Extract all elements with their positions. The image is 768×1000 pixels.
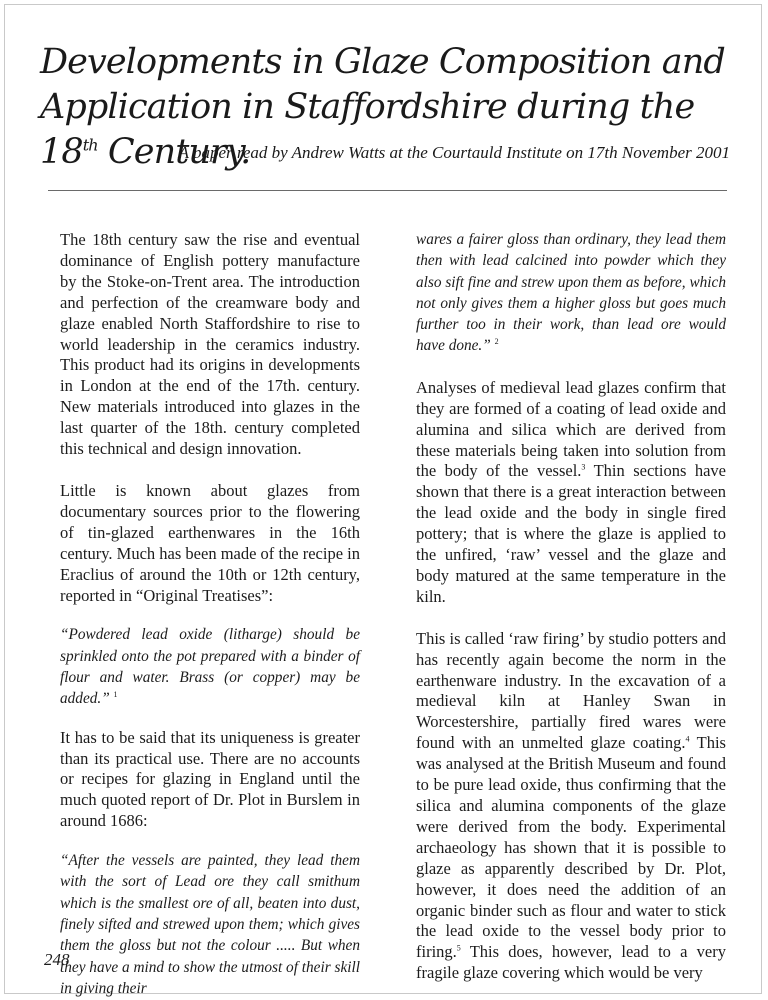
title-superscript: th bbox=[82, 135, 98, 155]
quote-dr-plot-continued-text: wares a fairer gloss than ordinary, they lead them then with lead calcined into powder which they also sift fine and strew upon them as before, which not only gives them a higher gloss but goes much further too in their work, than lead ore would have done.” bbox=[416, 231, 726, 355]
paragraph-intro: The 18th century saw the rise and eventual dominance of English pottery manufacture by the Stoke-on-Trent area. The introduction and perfection of the creamware body and glaze enabled North Staffordshire to rise to world leadership in the ceramics industry. This product had its origins in developments in London at the end of the 17th. century. New materials introduced into glazes in the last quarter of the 18th. century completed this technical and design innovation. bbox=[60, 230, 360, 459]
footnote-ref-2[interactable]: 2 bbox=[494, 337, 499, 347]
page-number: 248 bbox=[44, 950, 70, 969]
paragraph-uniqueness: It has to be said that its uniqueness is greater than its practical use. There are no accounts or recipes for glazing in England until the much quoted report of Dr. Plot in Burslem in around 1686: bbox=[60, 727, 360, 831]
quote-eraclius bbox=[60, 624, 360, 709]
title-line-1: Developments in Glaze Composition and bbox=[40, 42, 725, 82]
paragraph-raw-firing-b: This was analysed at the British Museum and found to be pure lead oxide, thus confirming that the silica and alumina components of the glaze were derived from the body. Experimental archaeology has shown that it is possible to glaze as apparently described by Dr. Plot, however, it does need the addition of an organic binder such as flour and water to stick the lead oxide to the vessel body prior to firing. bbox=[416, 733, 726, 962]
paragraph-medieval-analyses-b: Thin sections have shown that there is a great interaction between the lead oxide and the body in single fired pottery; that is where the glaze is applied to the unfired, ‘raw’ vessel and the glaze and body matured at the same temperature in the kiln. bbox=[416, 461, 726, 606]
paragraph-raw-firing bbox=[416, 629, 726, 984]
paragraph-medieval-analyses-a: Analyses of medieval lead glazes confirm that they are formed of a coating of lead oxide and alumina and silica which are derived from these materials being taken into solution from the body of the vessel. bbox=[416, 377, 726, 481]
paragraph-medieval-analyses bbox=[416, 378, 726, 608]
footnote-ref-1[interactable]: 1 bbox=[113, 690, 118, 700]
quote-dr-plot-continued bbox=[416, 229, 726, 357]
paragraph-raw-firing-c: This does, however, lead to a very fragile glaze covering which would be very bbox=[416, 942, 726, 983]
header-divider bbox=[48, 190, 727, 191]
title-line-2-end: Century. bbox=[97, 132, 251, 172]
footnote-ref-4[interactable]: 4 bbox=[685, 734, 690, 744]
paragraph-raw-firing-a: This is called ‘raw firing’ by studio potters and has recently again become the norm in the earthenware industry. In the excavation of a medieval kiln at Hanley Swan in Worcestershire, partially fired wares were found with an unmelted glaze coating. bbox=[416, 628, 726, 753]
footnote-ref-5[interactable]: 5 bbox=[456, 943, 461, 953]
article-byline: A paper read by Andrew Watts at the Courtauld Institute on 17th November 2001 bbox=[178, 143, 730, 162]
title-line-2: Application in Staffordshire during the 18 bbox=[40, 87, 695, 172]
quote-dr-plot: “After the vessels are painted, they lead them with the sort of Lead ore they call smithum which is the smallest ore of all, beaten into dust, finely sifted and strewed upon them; which gives them the gloss but not the colour ..... But when they have a mind to show the utmost of their skill in giving their bbox=[60, 852, 360, 997]
left-column bbox=[60, 230, 360, 999]
paragraph-documentary-sources: Little is known about glazes from documentary sources prior to the flowering of tin-glazed earthenwares in the 16th century. Much has been made of the recipe in Eraclius of around the 10th or 12th century, reported in “Original Treatises”: bbox=[60, 480, 360, 605]
quote-eraclius-text: “Powdered lead oxide (litharge) should be sprinkled onto the pot prepared with a binder of flour and water. Brass (or copper) may be added.” bbox=[60, 626, 360, 708]
right-column bbox=[416, 229, 726, 984]
footnote-ref-3[interactable]: 3 bbox=[581, 462, 586, 472]
